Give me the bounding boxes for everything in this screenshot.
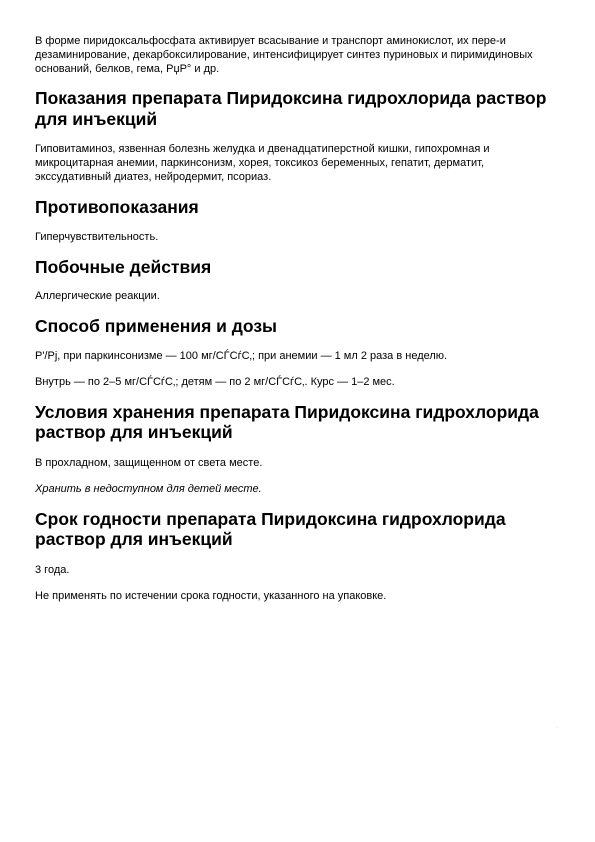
dosage-line-2: Внутрь — по 2–5 мг/СЃСѓС‚; детям — по 2 мг/СЃСѓС‚. Курс — 1–2 мес.: [35, 375, 395, 388]
contraindications-paragraph: Гиперчувствительность.: [35, 230, 159, 243]
intro-paragraph: В форме пиридоксальфосфата активирует всасывание и транспорт аминокислот, их пере-и дезаминирование, декарбоксилирование, интенсифицирует синтез пуриновых и пиримидиновых оснований, белков, гема, РџР° и др.: [35, 35, 533, 75]
contraindications-heading: Противопоказания: [35, 197, 199, 217]
side-effects-heading: Побочные действия: [35, 256, 212, 277]
storage-heading: Условия хранения препарата Пиридоксина гидрохлорида раствор для инъекций: [35, 401, 539, 442]
shelf-life-line-1: 3 года.: [35, 563, 70, 576]
document-page: [35, 34, 560, 603]
dosage-line-1: Р'/Рј, при паркинсонизме — 100 мг/СЃСѓС‚; при анемии — 1 мл 2 раза в неделю.: [35, 349, 448, 362]
storage-line-2: Хранить в недоступном для детей месте.: [35, 482, 262, 495]
side-effects-paragraph: Аллергические реакции.: [35, 290, 160, 302]
page-mark: ·: [556, 725, 558, 731]
indications-heading: Показания препарата Пиридоксина гидрохлорида раствор для инъекций: [35, 88, 547, 129]
dosage-heading: Способ применения и дозы: [35, 316, 277, 336]
shelf-life-line-2: Не применять по истечении срока годности, указанного на упаковке.: [35, 589, 387, 602]
indications-paragraph: Гиповитаминоз, язвенная болезнь желудка и двенадцатиперстной кишки, гипохромная и микроцитарная анемии, паркинсонизм, хорея, токсикоз беременных, гепатит, дерматит, экссудативный диатез, нейродермит, псориаз.: [35, 143, 490, 183]
storage-line-1: В прохладном, защищенном от света месте.: [35, 456, 263, 469]
shelf-life-heading: Срок годности препарата Пиридоксина гидрохлорида раствор для инъекций: [35, 508, 506, 549]
